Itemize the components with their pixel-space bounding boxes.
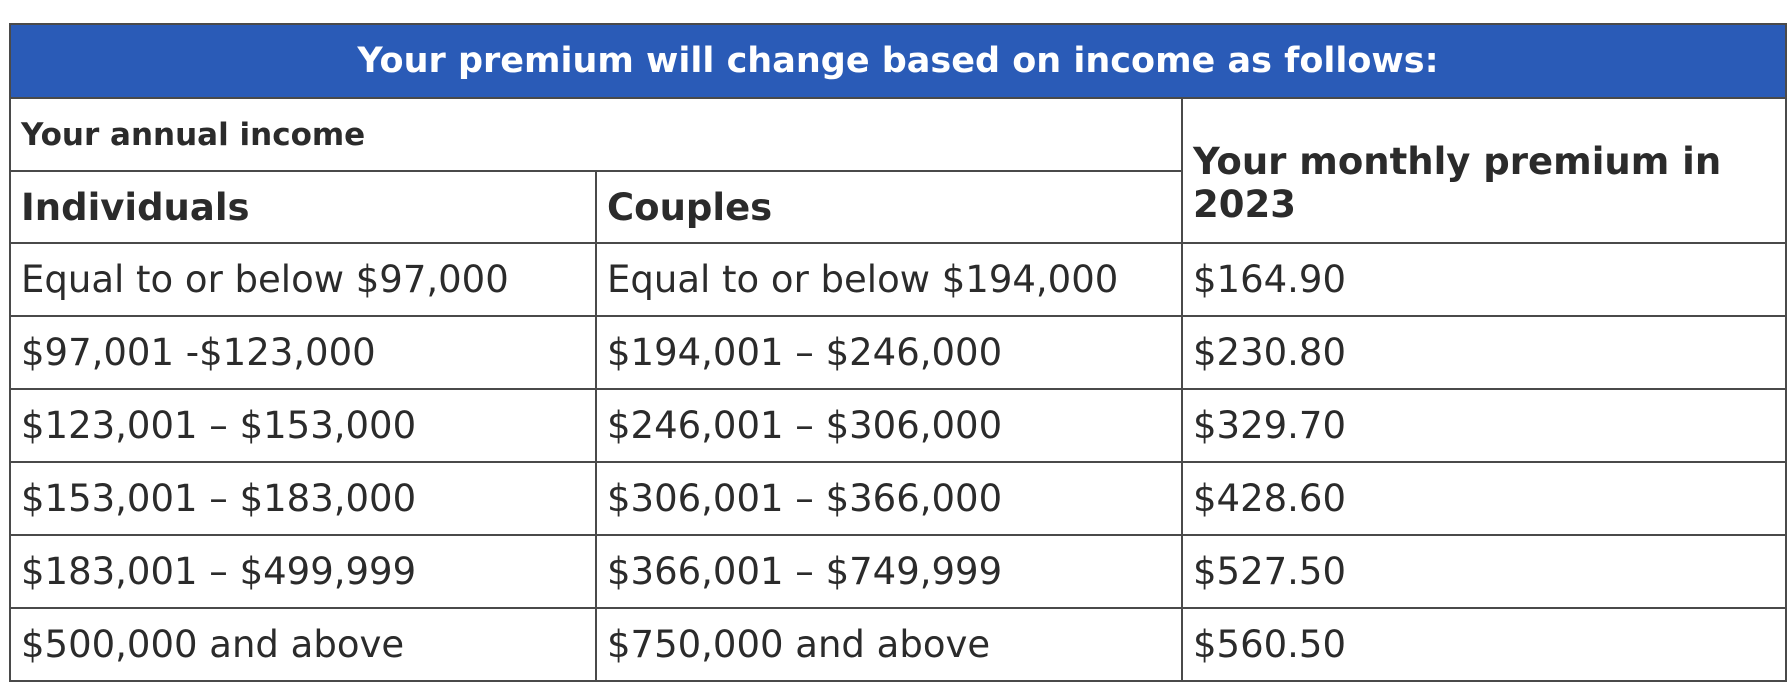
premium-cell: $527.50 (1182, 535, 1786, 608)
premium-cell: $560.50 (1182, 608, 1786, 681)
individuals-cell: $123,001 – $153,000 (10, 389, 596, 462)
premium-table-container (9, 23, 1785, 682)
table-row (10, 243, 1786, 316)
couples-cell: $366,001 – $749,999 (596, 535, 1182, 608)
individuals-cell: Equal to or below $97,000 (10, 243, 596, 316)
monthly-premium-header: Your monthly premium in 2023 (1182, 98, 1786, 243)
table-title-row (10, 24, 1786, 98)
annual-income-row (10, 98, 1786, 171)
couples-cell: $246,001 – $306,000 (596, 389, 1182, 462)
individuals-cell: $183,001 – $499,999 (10, 535, 596, 608)
table-row (10, 535, 1786, 608)
table-row (10, 462, 1786, 535)
couples-cell: $194,001 – $246,000 (596, 316, 1182, 389)
individuals-cell: $97,001 -$123,000 (10, 316, 596, 389)
individuals-header: Individuals (10, 171, 596, 243)
table-row (10, 608, 1786, 681)
couples-cell: Equal to or below $194,000 (596, 243, 1182, 316)
premium-table (9, 23, 1787, 682)
premium-cell: $164.90 (1182, 243, 1786, 316)
annual-income-label: Your annual income (10, 98, 1182, 171)
premium-cell: $428.60 (1182, 462, 1786, 535)
individuals-cell: $153,001 – $183,000 (10, 462, 596, 535)
premium-cell: $329.70 (1182, 389, 1786, 462)
individuals-cell: $500,000 and above (10, 608, 596, 681)
couples-cell: $306,001 – $366,000 (596, 462, 1182, 535)
table-row (10, 316, 1786, 389)
table-title: Your premium will change based on income as follows: (10, 24, 1786, 98)
couples-cell: $750,000 and above (596, 608, 1182, 681)
couples-header: Couples (596, 171, 1182, 243)
table-row (10, 389, 1786, 462)
premium-cell: $230.80 (1182, 316, 1786, 389)
